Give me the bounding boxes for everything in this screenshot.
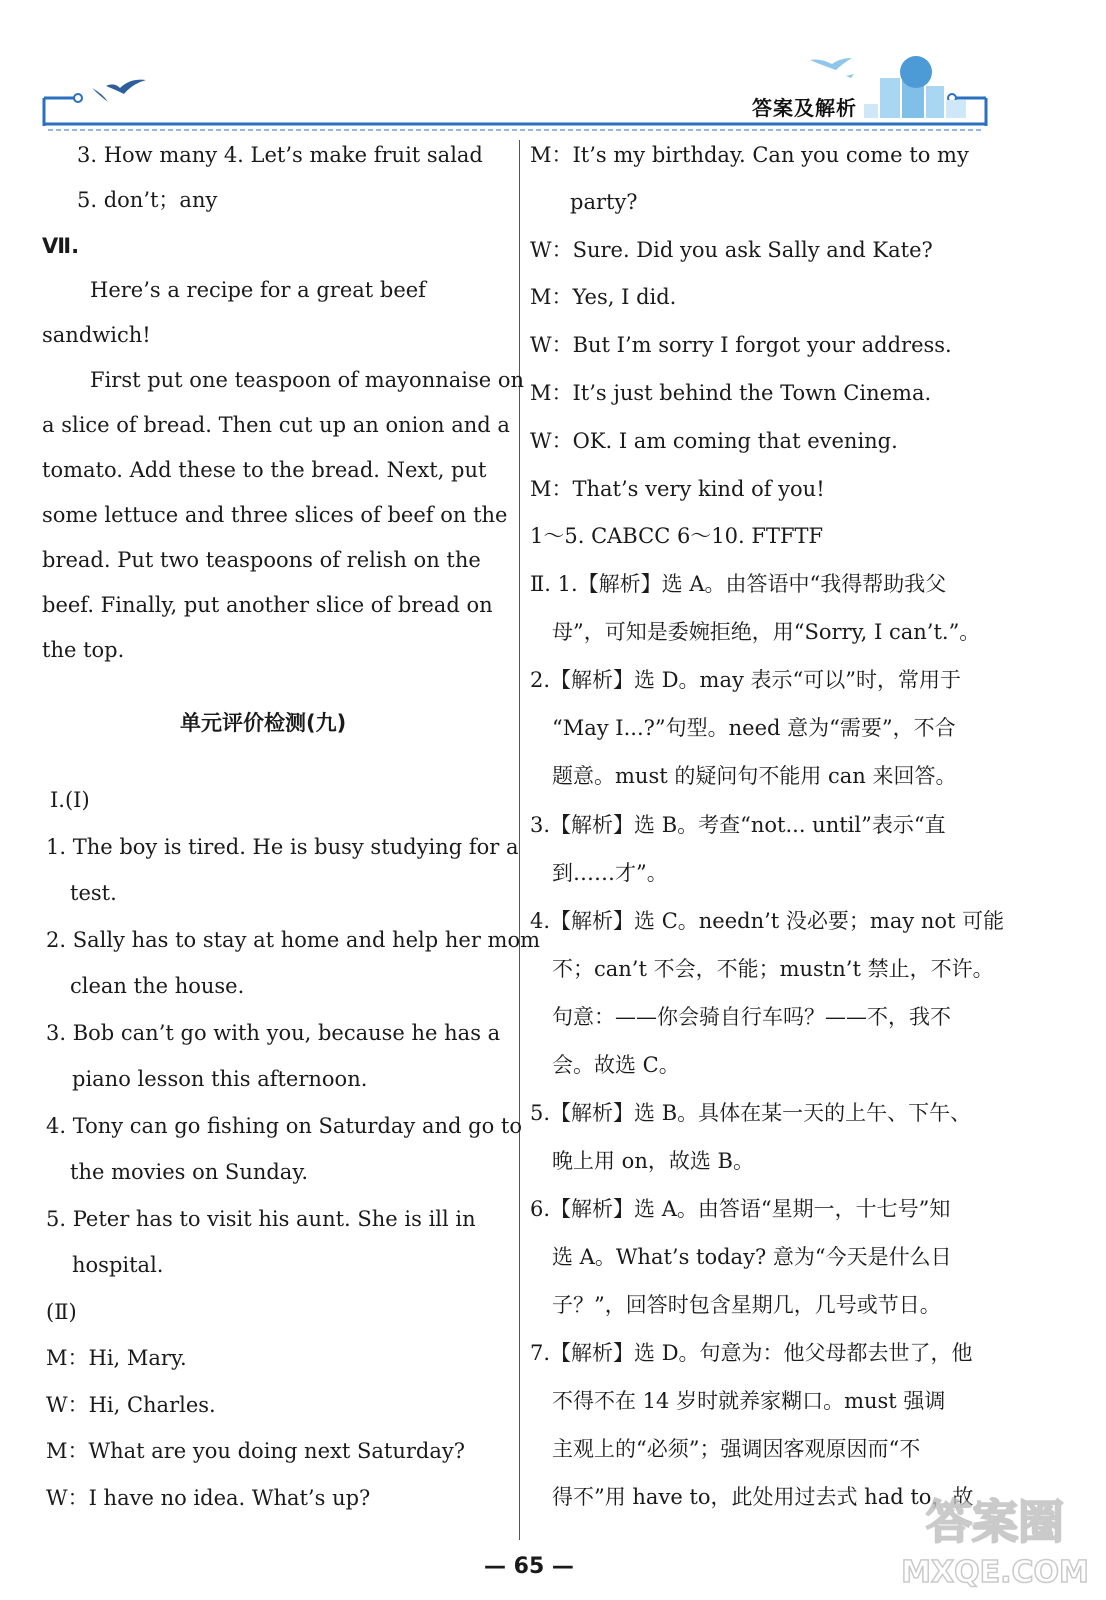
watermark-text: 答案圈 bbox=[926, 1495, 1064, 1549]
list-item-cont: the movies on Sunday. bbox=[70, 1160, 309, 1184]
explanation-line: 主观上的“必须”；强调因客观原因而“不 bbox=[552, 1437, 921, 1461]
bird-icon bbox=[92, 88, 108, 102]
bird-icon bbox=[106, 80, 146, 94]
list-item: 2. Sally has to stay at home and help her mom bbox=[46, 928, 541, 952]
explanation-line: 晚上用 on，故选 B。 bbox=[552, 1149, 754, 1173]
explanation-line: Ⅱ. 1.【解析】选 A。由答语中“我得帮助我父 bbox=[530, 572, 947, 596]
list-item-cont: hospital. bbox=[72, 1253, 164, 1277]
section-title: 单元评价检测(九) bbox=[180, 711, 347, 735]
list-item: 3. Bob can’t go with you, because he has a bbox=[46, 1021, 501, 1045]
dialogue-line: M：That’s very kind of you! bbox=[530, 477, 825, 501]
explanation-line: 3.【解析】选 B。考查“not... until”表示“直 bbox=[530, 813, 946, 837]
dialogue-line: W：OK. I am coming that evening. bbox=[530, 429, 898, 453]
text-line: the top. bbox=[42, 638, 125, 662]
section-label: (Ⅱ) bbox=[46, 1300, 77, 1324]
explanation-line: 到……才”。 bbox=[552, 861, 668, 885]
list-item-cont: piano lesson this afternoon. bbox=[72, 1067, 368, 1091]
explanation-line: 会。故选 C。 bbox=[552, 1053, 680, 1077]
answer-key: 1～5. CABCC 6～10. FTFTF bbox=[530, 524, 824, 548]
dialogue-line: M：Hi, Mary. bbox=[46, 1346, 187, 1370]
explanation-line: 7.【解析】选 D。句意为：他父母都去世了，他 bbox=[530, 1341, 973, 1365]
explanation-line: 不；can’t 不会，不能；mustn’t 禁止，不许。 bbox=[552, 957, 994, 981]
answer-line: 3. How many 4. Let’s make fruit salad bbox=[77, 143, 483, 167]
explanation-line: 不得不在 14 岁时就养家糊口。must 强调 bbox=[552, 1389, 946, 1413]
header-decoration bbox=[0, 0, 1106, 140]
explanation-line: 题意。must 的疑问句不能用 can 来回答。 bbox=[552, 764, 957, 788]
list-item: 4. Tony can go fishing on Saturday and go to bbox=[46, 1114, 522, 1138]
dialogue-line: M：What are you doing next Saturday? bbox=[46, 1439, 465, 1463]
dialogue-line: W：Hi, Charles. bbox=[46, 1393, 216, 1417]
section-label: Ⅰ.(Ⅰ) bbox=[50, 788, 90, 812]
text-line: some lettuce and three slices of beef on the bbox=[42, 503, 508, 527]
explanation-line: 2.【解析】选 D。may 表示“可以”时，常用于 bbox=[530, 668, 961, 692]
header-title: 答案及解析 bbox=[752, 96, 857, 120]
explanation-line: 5.【解析】选 B。具体在某一天的上午、下午、 bbox=[530, 1101, 972, 1125]
dialogue-line-cont: party? bbox=[570, 190, 638, 214]
text-line: tomato. Add these to the bread. Next, put bbox=[42, 458, 487, 482]
text-line: First put one teaspoon of mayonnaise on bbox=[90, 368, 525, 392]
list-item-cont: clean the house. bbox=[70, 974, 245, 998]
explanation-line: 4.【解析】选 C。needn’t 没必要；may not 可能 bbox=[530, 909, 1005, 933]
text-line bbox=[90, 275, 507, 305]
section-label: Ⅶ. bbox=[42, 234, 80, 258]
watermark-logo bbox=[900, 1482, 1090, 1592]
dialogue-line: M：It’s my birthday. Can you come to my bbox=[530, 143, 969, 167]
page-number: — 65 — bbox=[484, 1554, 574, 1579]
text-line: sandwich! bbox=[42, 323, 151, 347]
text-line: a slice of bread. Then cut up an onion and a bbox=[42, 413, 510, 437]
list-item-cont: test. bbox=[70, 881, 117, 905]
dialogue-line: M：Yes, I did. bbox=[530, 285, 677, 309]
explanation-line: 子？”，回答时包含星期几，几号或节日。 bbox=[552, 1293, 941, 1317]
explanation-line: 句意：——你会骑自行车吗？——不，我不 bbox=[552, 1005, 951, 1029]
dialogue-line: W：I have no idea. What’s up? bbox=[46, 1486, 371, 1510]
answer-line: 5. don’t；any bbox=[77, 188, 218, 212]
list-item: 5. Peter has to visit his aunt. She is ill in bbox=[46, 1207, 476, 1231]
explanation-line: “May I...?”句型。need 意为“需要”，不合 bbox=[552, 716, 956, 740]
text-line: beef. Finally, put another slice of bread on bbox=[42, 593, 493, 617]
dialogue-line: W：Sure. Did you ask Sally and Kate? bbox=[530, 238, 933, 262]
column-divider bbox=[519, 140, 520, 1540]
text-segment: Here’s a recipe for a great beef bbox=[90, 278, 426, 302]
dialogue-line: M：It’s just behind the Town Cinema. bbox=[530, 381, 932, 405]
explanation-line: 选 A。What’s today? 意为“今天是什么日 bbox=[552, 1245, 952, 1269]
dialogue-line: W：But I’m sorry I forgot your address. bbox=[530, 333, 952, 357]
text-line: bread. Put two teaspoons of relish on the bbox=[42, 548, 481, 572]
explanation-line: 母”，可知是委婉拒绝，用“Sorry, I can’t.”。 bbox=[552, 620, 981, 644]
list-item: 1. The boy is tired. He is busy studying for a bbox=[46, 835, 519, 859]
watermark-subtext: MXQE.COM bbox=[901, 1555, 1089, 1590]
explanation-line: 6.【解析】选 A。由答语“星期一，十七号”知 bbox=[530, 1197, 951, 1221]
page-header bbox=[0, 0, 1106, 140]
explanation-line: 得不”用 have to，此处用过去式 had to，故 bbox=[552, 1485, 974, 1509]
